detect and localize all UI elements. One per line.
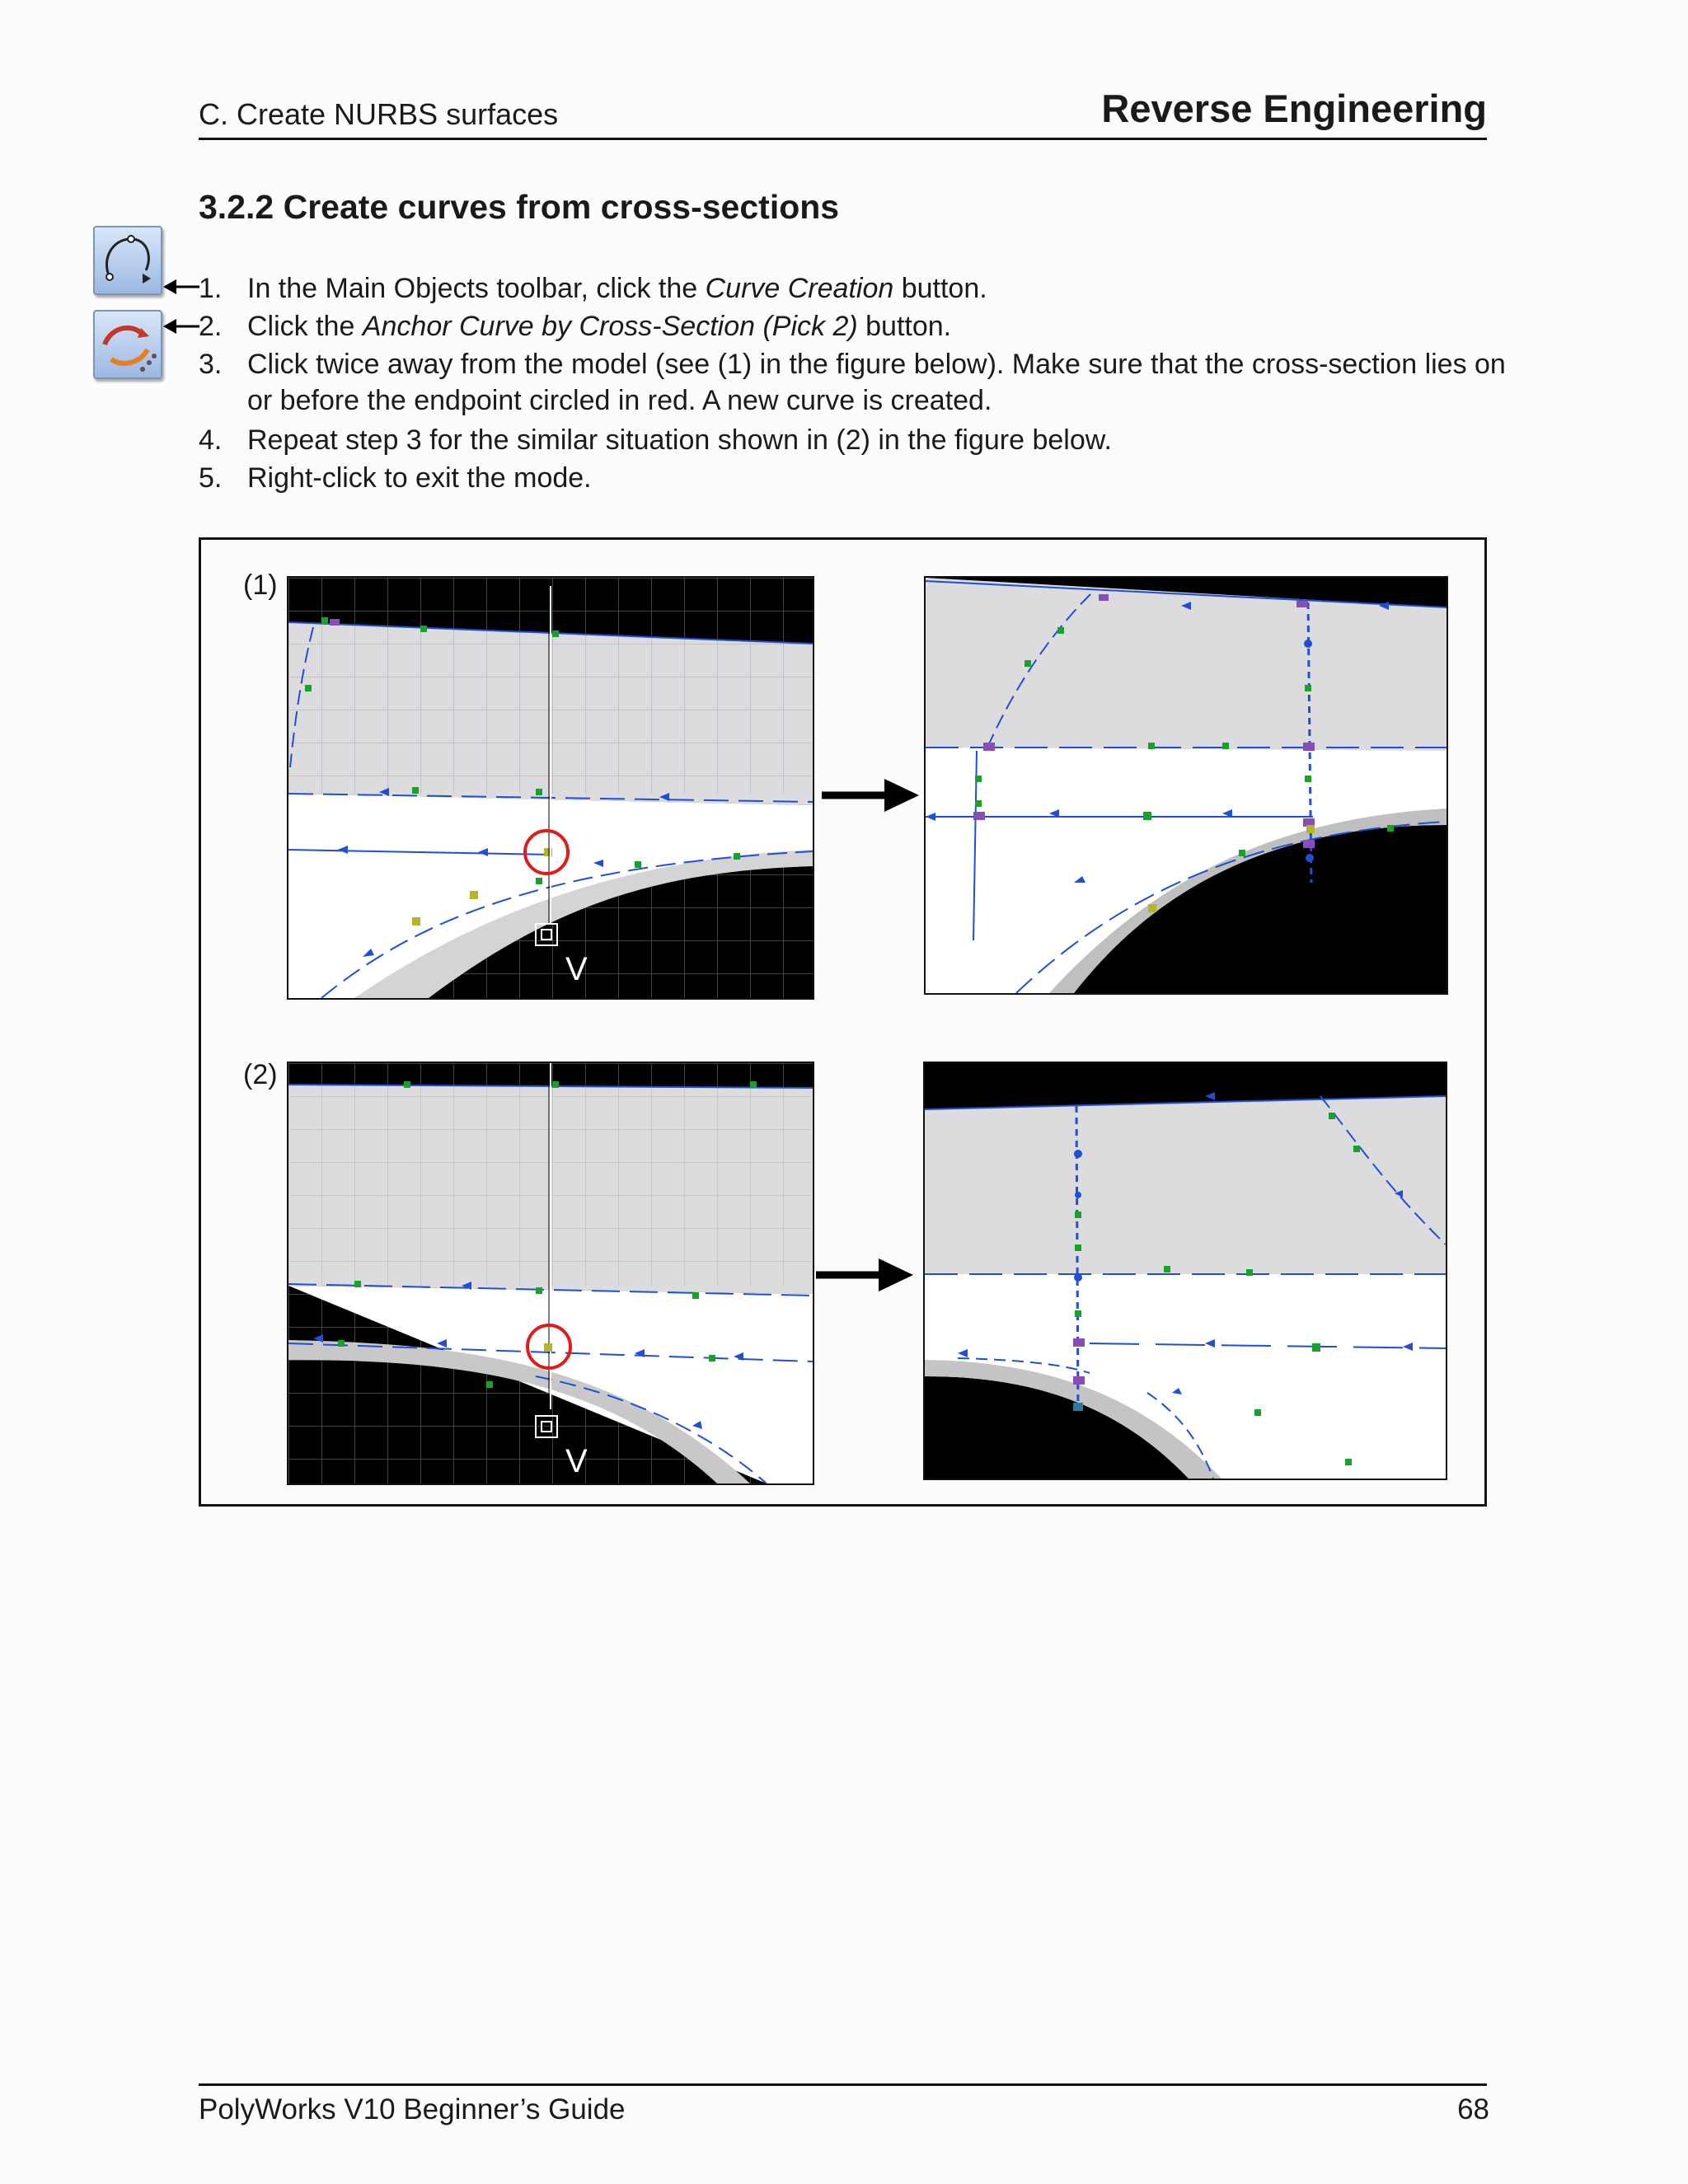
step1-pointer-arrow xyxy=(163,274,199,299)
panel-2-before xyxy=(287,1062,814,1485)
header-section-name: C. Create NURBS surfaces xyxy=(199,97,559,131)
ui-term: Curve Creation xyxy=(705,273,894,304)
page-number: 68 xyxy=(1457,2093,1489,2125)
ui-term: Anchor Curve by Cross-Section (Pick 2) xyxy=(362,311,858,342)
result-arrow-1 xyxy=(822,771,921,820)
anchor-curve-cross-section-icon[interactable] xyxy=(93,310,162,379)
header-title: Reverse Engineering xyxy=(1101,87,1487,130)
figure-label-2: (2) xyxy=(243,1059,278,1090)
step2-pointer-arrow xyxy=(163,314,199,339)
step-number: 3. xyxy=(199,349,223,380)
header-rule xyxy=(199,138,1487,140)
figure-frame xyxy=(199,537,1487,1507)
step-number: 4. xyxy=(199,424,223,456)
panel-1-before xyxy=(287,576,814,1000)
cursor-v-label: V xyxy=(565,951,588,987)
section-title: 3.2.2 Create curves from cross-sections xyxy=(199,188,840,226)
step-text: Click twice away from the model (see (1) in the figure below). Make sure that the cross-section lies on or before the endpoint circled in red. A new curve is created. xyxy=(247,349,1506,416)
panel-2-after xyxy=(923,1062,1447,1480)
figure-label-1: (1) xyxy=(243,569,278,601)
cursor-v-label: V xyxy=(565,1443,588,1479)
step-number: 5. xyxy=(199,462,223,494)
step-text: Right-click to exit the mode. xyxy=(247,462,592,494)
footer-rule xyxy=(199,2083,1487,2086)
result-arrow-2 xyxy=(816,1250,915,1300)
footer-book-title: PolyWorks V10 Beginner’s Guide xyxy=(199,2093,626,2125)
step-number: 2. xyxy=(199,311,223,342)
step-text: Repeat step 3 for the similar situation shown in (2) in the figure below. xyxy=(247,424,1112,456)
curve-creation-icon[interactable] xyxy=(93,226,162,295)
step-number: 1. xyxy=(199,273,223,304)
panel-1-after xyxy=(924,576,1448,995)
